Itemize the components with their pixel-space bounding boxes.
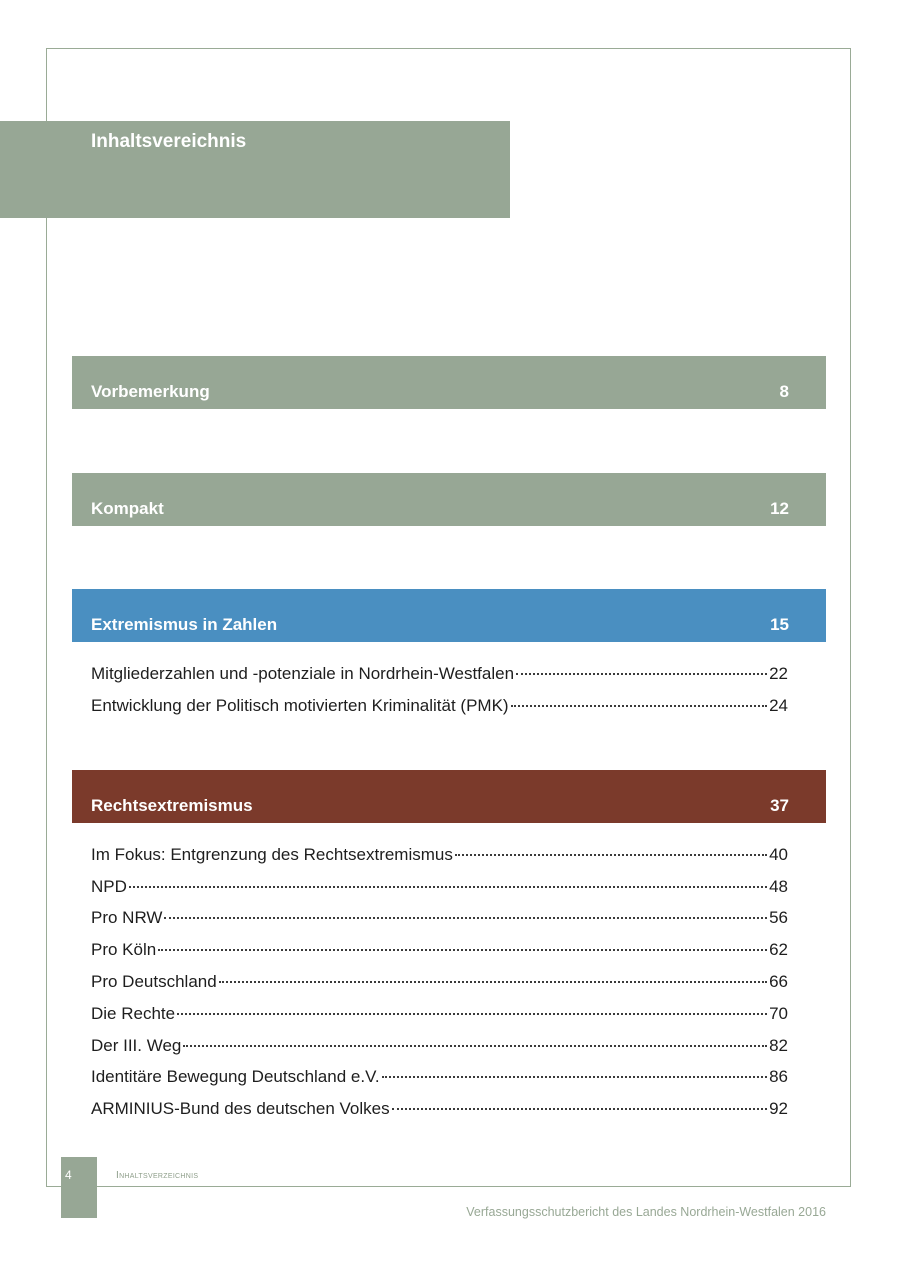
toc-entry-title: Mitgliederzahlen und -potenziale in Nordrhein-Westfalen [91, 664, 515, 683]
toc-entry-title: Die Rechte [91, 1004, 176, 1023]
toc-entry[interactable] [91, 696, 788, 718]
toc-entry-page: 48 [769, 877, 788, 896]
toc-entry[interactable] [91, 664, 788, 686]
dot-leader [183, 1045, 767, 1047]
toc-entry-page: 22 [769, 664, 788, 683]
section-bar-rechtsextremismus[interactable] [72, 770, 826, 823]
section-label: Extremismus in Zahlen [91, 615, 278, 634]
section-page: 37 [770, 796, 789, 815]
publication-footer: Verfassungsschutzbericht des Landes Nordrhein-Westfalen 2016 [466, 1205, 826, 1219]
toc-entry-title: Pro Deutschland [91, 972, 217, 991]
toc-entry-page: 24 [769, 696, 788, 715]
toc-entry-title: Im Fokus: Entgrenzung des Rechtsextremismus [91, 845, 453, 864]
toc-entry[interactable] [91, 877, 788, 899]
dot-leader [516, 673, 767, 675]
toc-entry-page: 66 [769, 972, 788, 991]
toc-entry-title: Pro NRW [91, 908, 163, 927]
toc-entry[interactable] [91, 1067, 788, 1089]
page-title: Inhaltsvereichnis [91, 131, 247, 152]
toc-entry-title: Pro Köln [91, 940, 157, 959]
section-bar-vorbemerkung[interactable] [72, 356, 826, 409]
toc-entry-title: Der III. Weg [91, 1036, 182, 1055]
section-page: 15 [770, 615, 789, 634]
section-label: Kompakt [91, 499, 164, 518]
dot-leader [164, 917, 767, 919]
toc-entry[interactable] [91, 845, 788, 867]
toc-entry-page: 70 [769, 1004, 788, 1023]
toc-entry-page: 92 [769, 1099, 788, 1118]
toc-entry-title: Identitäre Bewegung Deutschland e.V. [91, 1067, 380, 1086]
dot-leader [455, 854, 767, 856]
title-band [0, 121, 510, 218]
toc-entry[interactable] [91, 1036, 788, 1058]
toc-entry[interactable] [91, 1004, 788, 1026]
section-page: 8 [779, 382, 789, 401]
page-number: 4 [65, 1168, 72, 1182]
toc-entry-page: 56 [769, 908, 788, 927]
running-head: Inhaltsverzeichnis [116, 1170, 199, 1181]
section-page: 12 [770, 499, 789, 518]
section-label: Rechtsextremismus [91, 796, 253, 815]
toc-entry[interactable] [91, 972, 788, 994]
section-bar-extremismus-in-zahlen[interactable] [72, 589, 826, 642]
toc-entry-title: NPD [91, 877, 127, 896]
dot-leader [177, 1013, 767, 1015]
toc-entry[interactable] [91, 1099, 788, 1121]
dot-leader [392, 1108, 767, 1110]
section-bar-kompakt[interactable] [72, 473, 826, 526]
dot-leader [219, 981, 767, 983]
section-label: Vorbemerkung [91, 382, 210, 401]
toc-entry[interactable] [91, 908, 788, 930]
toc-entry-title: Entwicklung der Politisch motivierten Kriminalität (PMK) [91, 696, 509, 715]
dot-leader [511, 705, 767, 707]
dot-leader [129, 886, 767, 888]
toc-entry-page: 40 [769, 845, 788, 864]
dot-leader [158, 949, 767, 951]
dot-leader [382, 1076, 768, 1078]
toc-entry-page: 86 [769, 1067, 788, 1086]
toc-entry-page: 62 [769, 940, 788, 959]
page-number-tab [61, 1157, 97, 1218]
toc-entry-title: ARMINIUS-Bund des deutschen Volkes [91, 1099, 390, 1118]
toc-entry[interactable] [91, 940, 788, 962]
toc-entry-page: 82 [769, 1036, 788, 1055]
